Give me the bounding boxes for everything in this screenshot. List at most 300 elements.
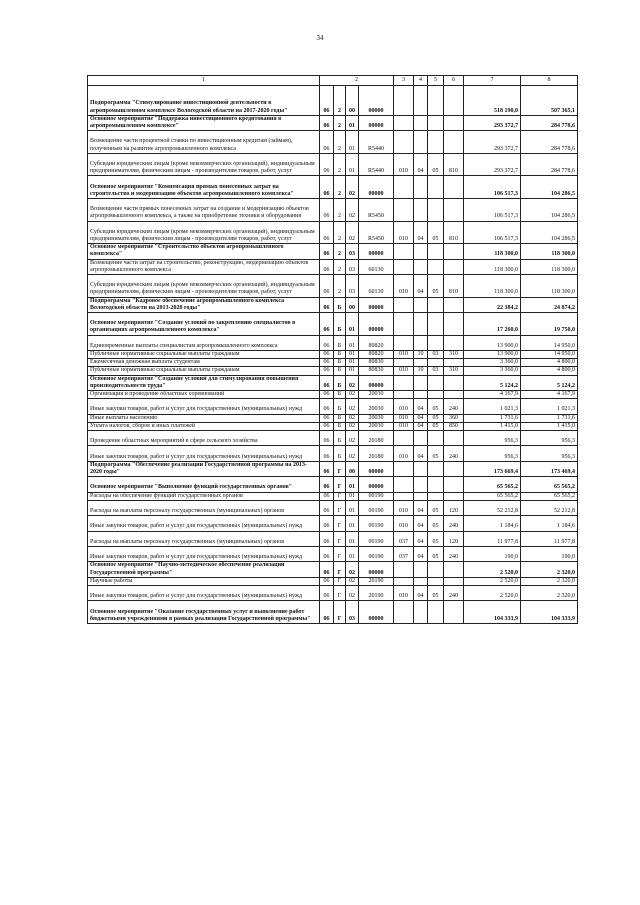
row-amount-col8: 24 874,2 bbox=[521, 297, 578, 312]
row-amount-col7: 118 300,0 bbox=[464, 259, 521, 274]
row-amount-col7: 118 300,0 bbox=[464, 244, 521, 259]
row-col5 bbox=[428, 131, 444, 154]
row-code-part3: 01 bbox=[346, 131, 359, 154]
row-col3 bbox=[394, 297, 414, 312]
row-amount-col7: 106 517,3 bbox=[464, 221, 521, 244]
row-code-part3: 01 bbox=[346, 477, 359, 492]
row-col4: 04 bbox=[414, 274, 428, 297]
row-amount-col7: 5 124,2 bbox=[464, 375, 521, 390]
header-col-4: 4 bbox=[414, 76, 428, 86]
header-col-7: 7 bbox=[464, 76, 521, 86]
row-amount-col7: 2 520,0 bbox=[464, 577, 521, 585]
header-col-5: 5 bbox=[428, 76, 444, 86]
row-col6 bbox=[444, 601, 464, 624]
table-row bbox=[88, 198, 578, 221]
header-col-3: 3 bbox=[394, 76, 414, 86]
row-code-part2: 2 bbox=[334, 244, 346, 259]
row-col6 bbox=[444, 131, 464, 154]
row-code-part2: Г bbox=[334, 477, 346, 492]
row-col6: 240 bbox=[444, 446, 464, 461]
row-col3: 010 bbox=[394, 350, 414, 358]
table-row bbox=[88, 577, 578, 585]
row-amount-col7: 2 520,0 bbox=[464, 585, 521, 600]
row-amount-col7: 106 517,3 bbox=[464, 198, 521, 221]
row-amount-col7: 1 731,6 bbox=[464, 414, 521, 422]
row-amount-col7: 13 900,0 bbox=[464, 335, 521, 350]
row-amount-col8: 956,3 bbox=[521, 430, 578, 445]
row-code-part4: 20190 bbox=[359, 577, 394, 585]
table-row bbox=[88, 86, 578, 116]
header-col-1: 1 bbox=[88, 76, 320, 86]
row-amount-col8: 1 184,6 bbox=[521, 516, 578, 531]
row-col3 bbox=[394, 176, 414, 199]
row-col3 bbox=[394, 86, 414, 116]
row-name-cell: Основное мероприятие "Создание условий по закреплению специалистов в организациях агропромышленного комплекса" bbox=[88, 312, 320, 335]
table-row bbox=[88, 131, 578, 154]
row-code-part3: 01 bbox=[346, 350, 359, 358]
row-col6 bbox=[444, 430, 464, 445]
row-code-part3: 02 bbox=[346, 198, 359, 221]
row-code-part1: 06 bbox=[320, 601, 334, 624]
row-code-part1: 06 bbox=[320, 430, 334, 445]
row-name-cell: Научные работы bbox=[88, 577, 320, 585]
row-amount-col7: 173 669,4 bbox=[464, 461, 521, 476]
row-col5 bbox=[428, 335, 444, 350]
row-col4 bbox=[414, 176, 428, 199]
row-amount-col7: 11 977,8 bbox=[464, 531, 521, 546]
row-col6 bbox=[444, 176, 464, 199]
row-code-part4: 80820 bbox=[359, 350, 394, 358]
row-col5 bbox=[428, 601, 444, 624]
row-code-part1: 06 bbox=[320, 198, 334, 221]
table-row bbox=[88, 375, 578, 390]
row-amount-col7: 1 184,6 bbox=[464, 516, 521, 531]
row-col4 bbox=[414, 430, 428, 445]
row-code-part2: Б bbox=[334, 297, 346, 312]
row-amount-col8: 4 167,9 bbox=[521, 390, 578, 398]
row-code-part4: 00000 bbox=[359, 461, 394, 476]
table-body bbox=[88, 86, 578, 624]
row-col6 bbox=[444, 359, 464, 367]
row-code-part1: 06 bbox=[320, 492, 334, 500]
row-code-part4: 00190 bbox=[359, 500, 394, 515]
row-code-part1: 06 bbox=[320, 414, 334, 422]
row-col6: 810 bbox=[444, 221, 464, 244]
row-col4: 04 bbox=[414, 153, 428, 176]
table-row bbox=[88, 461, 578, 476]
row-code-part2: 2 bbox=[334, 198, 346, 221]
row-col6: 360 bbox=[444, 414, 464, 422]
row-col4 bbox=[414, 115, 428, 130]
row-code-part1: 06 bbox=[320, 375, 334, 390]
row-col5 bbox=[428, 390, 444, 398]
row-col3: 010 bbox=[394, 221, 414, 244]
table-row bbox=[88, 414, 578, 422]
row-col6: 310 bbox=[444, 367, 464, 375]
row-code-part4: 20030 bbox=[359, 399, 394, 414]
row-code-part2: Г bbox=[334, 516, 346, 531]
row-col5: 05 bbox=[428, 399, 444, 414]
row-code-part4: 00000 bbox=[359, 86, 394, 116]
row-col6: 120 bbox=[444, 531, 464, 546]
row-name-cell: Подпрограмма "Стимулирование инвестиционной деятельности в агропромышленном комплексе Вологодской области на 2017-2020 годы" bbox=[88, 86, 320, 116]
row-code-part3: 02 bbox=[346, 562, 359, 577]
row-col4: 04 bbox=[414, 585, 428, 600]
row-col3 bbox=[394, 562, 414, 577]
row-col3: 010 bbox=[394, 367, 414, 375]
table-row bbox=[88, 601, 578, 624]
row-amount-col7: 52 212,8 bbox=[464, 500, 521, 515]
row-code-part2: Б bbox=[334, 350, 346, 358]
row-code-part2: Б bbox=[334, 312, 346, 335]
row-col3 bbox=[394, 359, 414, 367]
row-code-part3: 01 bbox=[346, 115, 359, 130]
header-col-6: 6 bbox=[444, 76, 464, 86]
row-col5 bbox=[428, 244, 444, 259]
table-header-row bbox=[88, 76, 578, 86]
row-col4 bbox=[414, 359, 428, 367]
row-code-part1: 06 bbox=[320, 131, 334, 154]
row-col6 bbox=[444, 244, 464, 259]
row-code-part2: Г bbox=[334, 577, 346, 585]
row-col6 bbox=[444, 562, 464, 577]
row-code-part2: 2 bbox=[334, 115, 346, 130]
row-code-part4: 60130 bbox=[359, 259, 394, 274]
row-code-part4: 00000 bbox=[359, 297, 394, 312]
row-name-cell: Организация и проведение областных соревнований bbox=[88, 390, 320, 398]
row-code-part4: 00000 bbox=[359, 477, 394, 492]
row-col5: 05 bbox=[428, 546, 444, 561]
row-code-part4: 20180 bbox=[359, 446, 394, 461]
row-code-part3: 00 bbox=[346, 86, 359, 116]
row-code-part3: 01 bbox=[346, 500, 359, 515]
row-amount-col8: 1 731,6 bbox=[521, 414, 578, 422]
row-col6: 810 bbox=[444, 153, 464, 176]
row-col4 bbox=[414, 492, 428, 500]
row-col3 bbox=[394, 115, 414, 130]
row-code-part3: 02 bbox=[346, 577, 359, 585]
row-col5 bbox=[428, 375, 444, 390]
row-col4: 10 bbox=[414, 350, 428, 358]
row-code-part1: 06 bbox=[320, 461, 334, 476]
row-code-part3: 03 bbox=[346, 601, 359, 624]
row-col4 bbox=[414, 297, 428, 312]
row-code-part4: 20180 bbox=[359, 430, 394, 445]
row-col4: 04 bbox=[414, 546, 428, 561]
row-col5 bbox=[428, 297, 444, 312]
table-row bbox=[88, 153, 578, 176]
row-name-cell: Основное мероприятие "Выполнение функций государственных органов" bbox=[88, 477, 320, 492]
row-amount-col7: 1 021,3 bbox=[464, 399, 521, 414]
row-amount-col7: 956,3 bbox=[464, 446, 521, 461]
row-amount-col8: 190,0 bbox=[521, 546, 578, 561]
row-col5: 05 bbox=[428, 500, 444, 515]
row-col5 bbox=[428, 115, 444, 130]
table-row bbox=[88, 244, 578, 259]
table-row bbox=[88, 367, 578, 375]
table-row bbox=[88, 430, 578, 445]
row-code-part3: 01 bbox=[346, 312, 359, 335]
row-code-part2: Б bbox=[334, 390, 346, 398]
row-code-part3: 02 bbox=[346, 446, 359, 461]
row-code-part4: 00190 bbox=[359, 531, 394, 546]
row-amount-col8: 284 778,6 bbox=[521, 153, 578, 176]
row-amount-col8: 5 124,2 bbox=[521, 375, 578, 390]
row-code-part4: 20190 bbox=[359, 585, 394, 600]
row-col6 bbox=[444, 198, 464, 221]
table-row bbox=[88, 390, 578, 398]
row-col5 bbox=[428, 312, 444, 335]
row-col3 bbox=[394, 492, 414, 500]
row-code-part3: 01 bbox=[346, 516, 359, 531]
row-code-part2: 2 bbox=[334, 153, 346, 176]
row-code-part3: 02 bbox=[346, 430, 359, 445]
row-amount-col8: 11 977,8 bbox=[521, 531, 578, 546]
row-code-part4: 20030 bbox=[359, 390, 394, 398]
row-col5: 05 bbox=[428, 516, 444, 531]
row-col5: 05 bbox=[428, 221, 444, 244]
row-code-part3: 01 bbox=[346, 492, 359, 500]
row-col5: 05 bbox=[428, 531, 444, 546]
row-amount-col8: 104 286,5 bbox=[521, 176, 578, 199]
row-col3 bbox=[394, 312, 414, 335]
row-name-cell: Основное мероприятие "Научно-методическое обеспечение реализации Государственной программы" bbox=[88, 562, 320, 577]
row-code-part3: 01 bbox=[346, 546, 359, 561]
row-amount-col7: 118 300,0 bbox=[464, 274, 521, 297]
row-amount-col7: 3 360,0 bbox=[464, 367, 521, 375]
row-col5: 05 bbox=[428, 422, 444, 430]
row-amount-col7: 518 190,0 bbox=[464, 86, 521, 116]
row-col3 bbox=[394, 461, 414, 476]
row-code-part1: 06 bbox=[320, 259, 334, 274]
row-col4 bbox=[414, 477, 428, 492]
row-code-part3: 02 bbox=[346, 399, 359, 414]
row-code-part1: 06 bbox=[320, 577, 334, 585]
row-name-cell: Единовременные выплаты специалистам агропромышленного комплекса bbox=[88, 335, 320, 350]
row-col3: 037 bbox=[394, 546, 414, 561]
table-row bbox=[88, 500, 578, 515]
row-col5: 05 bbox=[428, 274, 444, 297]
row-code-part1: 06 bbox=[320, 367, 334, 375]
row-col3 bbox=[394, 430, 414, 445]
table-row bbox=[88, 176, 578, 199]
row-col6: 120 bbox=[444, 500, 464, 515]
row-col3 bbox=[394, 335, 414, 350]
row-code-part3: 02 bbox=[346, 585, 359, 600]
row-col3: 010 bbox=[394, 500, 414, 515]
row-code-part1: 06 bbox=[320, 359, 334, 367]
row-code-part4: 80820 bbox=[359, 335, 394, 350]
row-code-part4: R5450 bbox=[359, 198, 394, 221]
row-code-part2: 2 bbox=[334, 176, 346, 199]
row-amount-col8: 284 778,6 bbox=[521, 115, 578, 130]
row-code-part1: 06 bbox=[320, 585, 334, 600]
row-name-cell: Публичные нормативные социальные выплаты гражданам bbox=[88, 367, 320, 375]
row-amount-col8: 4 800,0 bbox=[521, 359, 578, 367]
table-row bbox=[88, 312, 578, 335]
row-code-part3: 02 bbox=[346, 221, 359, 244]
row-col6 bbox=[444, 477, 464, 492]
row-col4 bbox=[414, 335, 428, 350]
table-row bbox=[88, 422, 578, 430]
table-row bbox=[88, 516, 578, 531]
row-col6: 240 bbox=[444, 585, 464, 600]
row-col3 bbox=[394, 390, 414, 398]
row-col6: 240 bbox=[444, 546, 464, 561]
row-col4 bbox=[414, 198, 428, 221]
row-code-part1: 06 bbox=[320, 477, 334, 492]
row-code-part4: 00000 bbox=[359, 176, 394, 199]
row-col5: 05 bbox=[428, 446, 444, 461]
row-col4: 04 bbox=[414, 531, 428, 546]
row-col3 bbox=[394, 259, 414, 274]
row-col3 bbox=[394, 477, 414, 492]
row-code-part1: 06 bbox=[320, 422, 334, 430]
row-name-cell: Субсидии юридическим лицам (кроме некоммерческих организаций), индивидуальным предпринимателям, физическим лицам - производителям товаров, работ, услуг bbox=[88, 153, 320, 176]
row-col4 bbox=[414, 375, 428, 390]
row-code-part1: 06 bbox=[320, 390, 334, 398]
row-code-part2: Г bbox=[334, 461, 346, 476]
row-name-cell: Иные закупки товаров, работ и услуг для государственных (муниципальных) нужд bbox=[88, 585, 320, 600]
row-col6 bbox=[444, 312, 464, 335]
row-col5 bbox=[428, 86, 444, 116]
row-col6: 240 bbox=[444, 516, 464, 531]
row-col6: 310 bbox=[444, 350, 464, 358]
row-code-part2: 2 bbox=[334, 259, 346, 274]
row-amount-col7: 2 520,0 bbox=[464, 562, 521, 577]
row-col4: 04 bbox=[414, 221, 428, 244]
header-col-2: 2 bbox=[320, 76, 394, 86]
row-code-part4: R5440 bbox=[359, 153, 394, 176]
row-col3: 010 bbox=[394, 446, 414, 461]
row-code-part2: Б bbox=[334, 359, 346, 367]
row-name-cell: Субсидии юридическим лицам (кроме некоммерческих организаций), индивидуальным предпринимателям, физическим лицам - производителям товаров, работ, услуг bbox=[88, 221, 320, 244]
row-code-part2: Г bbox=[334, 562, 346, 577]
row-amount-col7: 293 372,7 bbox=[464, 131, 521, 154]
row-amount-col8: 956,3 bbox=[521, 446, 578, 461]
row-col5 bbox=[428, 198, 444, 221]
row-name-cell: Основное мероприятие "Оказание государственных услуг и выполнение работ бюджетными учреждениями в рамках реализации Государственной программы" bbox=[88, 601, 320, 624]
row-amount-col8: 104 333,9 bbox=[521, 601, 578, 624]
row-col5: 05 bbox=[428, 414, 444, 422]
table-row bbox=[88, 359, 578, 367]
row-col5 bbox=[428, 430, 444, 445]
row-col6 bbox=[444, 115, 464, 130]
row-name-cell: Иные закупки товаров, работ и услуг для государственных (муниципальных) нужд bbox=[88, 546, 320, 561]
row-code-part3: 02 bbox=[346, 414, 359, 422]
row-col4 bbox=[414, 259, 428, 274]
row-amount-col7: 956,3 bbox=[464, 430, 521, 445]
row-code-part4: 20030 bbox=[359, 422, 394, 430]
row-code-part2: Б bbox=[334, 430, 346, 445]
row-code-part4: 00000 bbox=[359, 562, 394, 577]
row-amount-col7: 13 900,0 bbox=[464, 350, 521, 358]
row-code-part4: 60130 bbox=[359, 274, 394, 297]
row-col6 bbox=[444, 335, 464, 350]
row-code-part4: 00190 bbox=[359, 492, 394, 500]
table-row bbox=[88, 335, 578, 350]
row-code-part4: 00000 bbox=[359, 244, 394, 259]
row-col4: 10 bbox=[414, 367, 428, 375]
row-amount-col7: 65 565,2 bbox=[464, 477, 521, 492]
row-code-part2: Г bbox=[334, 500, 346, 515]
row-col5 bbox=[428, 359, 444, 367]
row-col4 bbox=[414, 601, 428, 624]
row-col5: 03 bbox=[428, 350, 444, 358]
table-row bbox=[88, 221, 578, 244]
table-row bbox=[88, 546, 578, 561]
row-code-part2: Г bbox=[334, 585, 346, 600]
row-amount-col8: 2 320,0 bbox=[521, 562, 578, 577]
row-code-part3: 00 bbox=[346, 461, 359, 476]
table-row bbox=[88, 399, 578, 414]
row-col3 bbox=[394, 244, 414, 259]
row-code-part3: 01 bbox=[346, 367, 359, 375]
row-col4 bbox=[414, 390, 428, 398]
row-code-part1: 06 bbox=[320, 500, 334, 515]
row-amount-col7: 65 565,2 bbox=[464, 492, 521, 500]
row-amount-col7: 22 384,2 bbox=[464, 297, 521, 312]
row-col3 bbox=[394, 375, 414, 390]
row-amount-col8: 14 950,0 bbox=[521, 350, 578, 358]
row-col5 bbox=[428, 259, 444, 274]
row-code-part4: 20030 bbox=[359, 414, 394, 422]
table-row bbox=[88, 115, 578, 130]
row-code-part1: 06 bbox=[320, 274, 334, 297]
row-code-part4: 00000 bbox=[359, 115, 394, 130]
row-amount-col8: 173 469,4 bbox=[521, 461, 578, 476]
row-amount-col7: 104 333,9 bbox=[464, 601, 521, 624]
row-col3: 010 bbox=[394, 422, 414, 430]
row-name-cell: Возмещение части затрат на строительство, реконструкцию, модернизацию объектов агропромышленного комплекса bbox=[88, 259, 320, 274]
row-col4: 04 bbox=[414, 399, 428, 414]
row-col6 bbox=[444, 259, 464, 274]
row-col3 bbox=[394, 601, 414, 624]
row-col5: 05 bbox=[428, 585, 444, 600]
row-name-cell: Основное мероприятие "Компенсация прямых понесенных затрат на строительство и модернизацию объектов агропромышленного комплекса" bbox=[88, 176, 320, 199]
row-name-cell: Уплата налогов, сборов и иных платежей bbox=[88, 422, 320, 430]
row-col3: 010 bbox=[394, 274, 414, 297]
budget-table bbox=[87, 75, 578, 624]
row-code-part2: 2 bbox=[334, 86, 346, 116]
row-col6: 850 bbox=[444, 422, 464, 430]
row-code-part1: 06 bbox=[320, 335, 334, 350]
row-col6 bbox=[444, 375, 464, 390]
row-col3 bbox=[394, 131, 414, 154]
row-col4: 04 bbox=[414, 414, 428, 422]
row-code-part2: Г bbox=[334, 546, 346, 561]
row-amount-col8: 118 300,0 bbox=[521, 259, 578, 274]
row-amount-col8: 118 300,0 bbox=[521, 244, 578, 259]
row-code-part1: 06 bbox=[320, 399, 334, 414]
row-amount-col8: 118 300,0 bbox=[521, 274, 578, 297]
row-col5: 03 bbox=[428, 367, 444, 375]
row-col6 bbox=[444, 577, 464, 585]
row-code-part1: 06 bbox=[320, 86, 334, 116]
row-col3 bbox=[394, 198, 414, 221]
row-col6: 810 bbox=[444, 274, 464, 297]
row-col4 bbox=[414, 244, 428, 259]
table-row bbox=[88, 477, 578, 492]
row-name-cell: Основное мероприятие "Создание условий для стимулирования повышения производительности труда" bbox=[88, 375, 320, 390]
row-col5 bbox=[428, 577, 444, 585]
row-col4 bbox=[414, 131, 428, 154]
row-col5: 05 bbox=[428, 153, 444, 176]
row-code-part3: 02 bbox=[346, 176, 359, 199]
row-code-part3: 03 bbox=[346, 274, 359, 297]
table-row bbox=[88, 562, 578, 577]
row-code-part2: Г bbox=[334, 601, 346, 624]
